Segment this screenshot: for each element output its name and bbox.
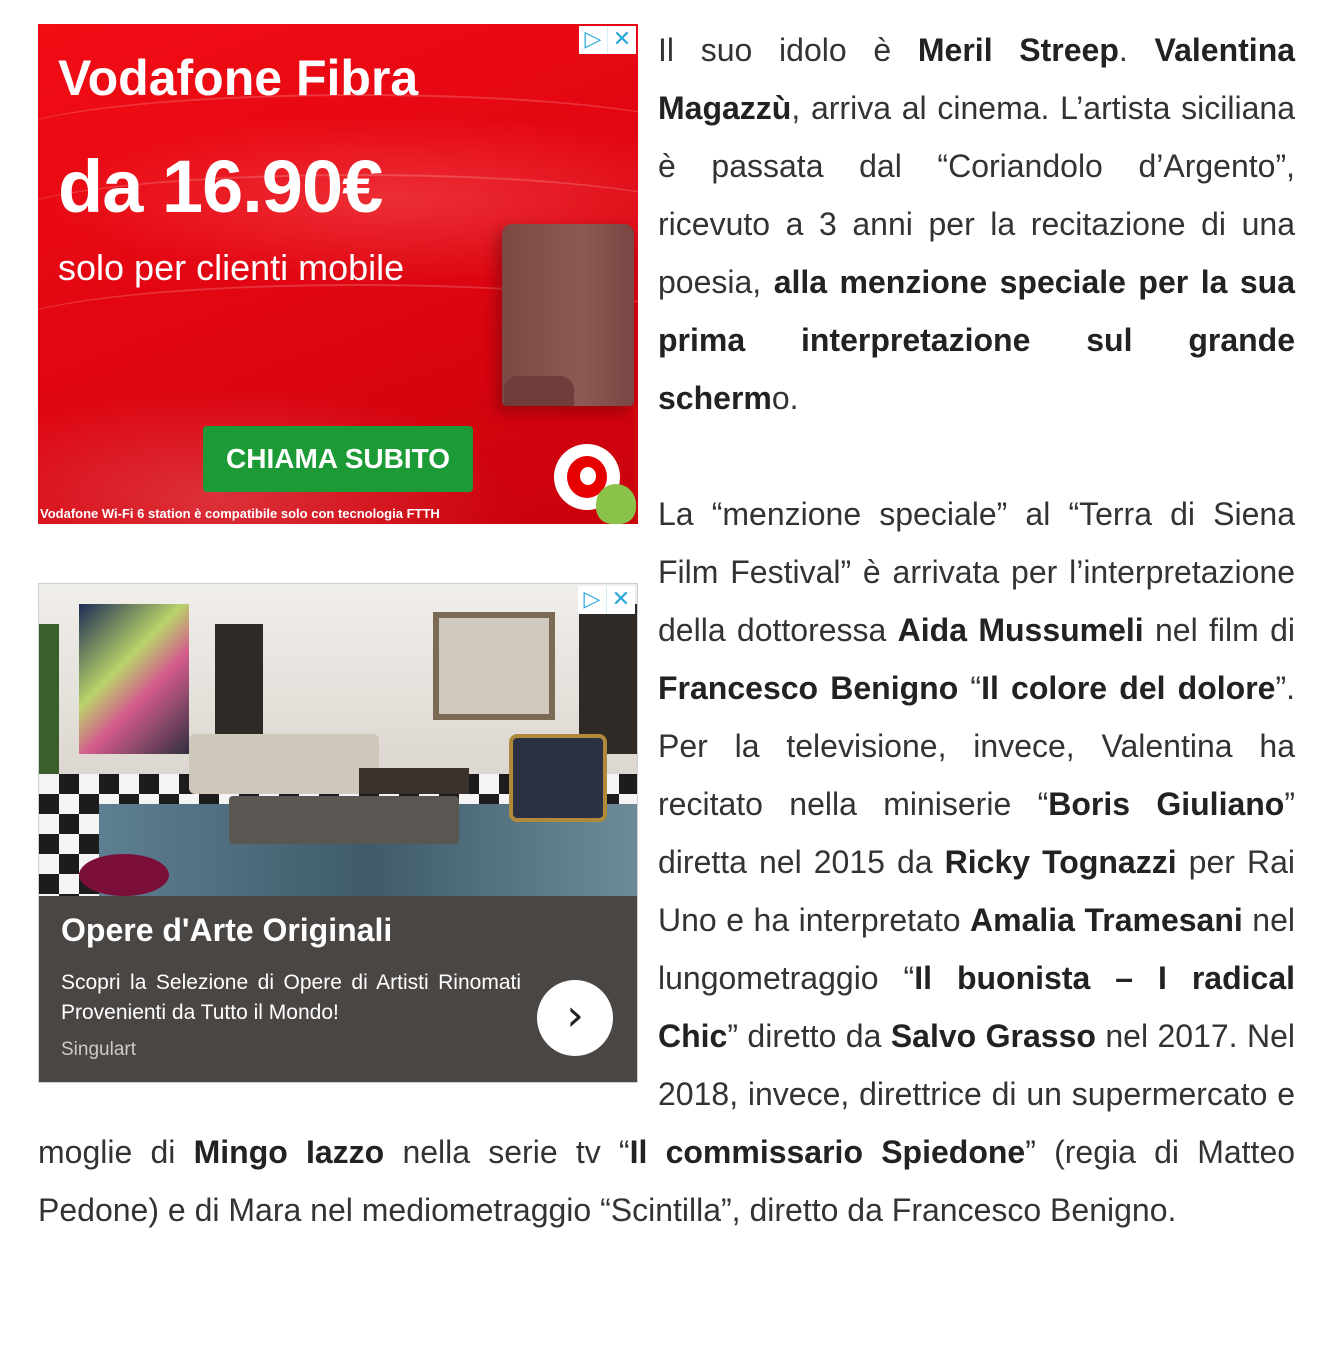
bold-text-run: Il colore del dolore xyxy=(981,670,1276,706)
singulart-ad[interactable] xyxy=(38,583,638,1083)
text-run: nel film di xyxy=(1143,612,1295,648)
ad-advertiser: Singulart xyxy=(61,1039,136,1060)
bold-text-run: Salvo Grasso xyxy=(890,1018,1096,1054)
bold-text-run: Amalia Tramesani xyxy=(970,902,1243,938)
text-run: o. xyxy=(771,380,799,416)
text-run: Il suo idolo è xyxy=(658,32,918,68)
adchoices-icon[interactable]: ▷ xyxy=(583,587,601,612)
close-icon[interactable]: ✕ xyxy=(606,586,635,614)
text-run: ” diretta nel 2015 da xyxy=(658,786,1295,880)
bold-text-run: alla menzione speciale per la sua prima interpretazione sul grande scherm xyxy=(658,264,1296,416)
bold-text-run: Mingo Iazzo xyxy=(193,1134,385,1170)
text-run: ”. Per la televisione, invece, Valentina ha recitato nella miniserie “ xyxy=(658,670,1296,822)
text-run: nel 2017. Nel 2018, invece, direttrice di un supermercato e moglie di xyxy=(38,1018,1296,1170)
ad-subtitle: solo per clienti mobile xyxy=(58,247,405,288)
text-run: “ xyxy=(958,670,982,706)
call-now-button[interactable]: CHIAMA SUBITO xyxy=(203,426,473,492)
ad-disclaimer: Vodafone Wi-Fi 6 station è compatibile solo con tecnologia FTTH xyxy=(40,506,440,521)
text-run: nella serie tv “ xyxy=(384,1134,630,1170)
bold-text-run: Ricky Tognazzi xyxy=(944,844,1177,880)
living-room-photo xyxy=(39,584,637,896)
article-body xyxy=(38,21,1295,1239)
parrot-icon xyxy=(596,484,636,524)
bold-text-run: Francesco Benigno xyxy=(658,670,959,706)
vodafone-ad[interactable] xyxy=(38,24,638,524)
text-run: , arriva al cinema. L’artista siciliana è passata dal “Coriandolo d’Argento”, ricevuto a 3 anni per la recitazione di una poesia, xyxy=(658,90,1295,300)
ad-title: Vodafone Fibra xyxy=(58,50,419,106)
ad-description: Scopri la Selezione di Opere di Artisti Rinomati Provenienti da Tutto il Mondo! xyxy=(61,971,521,1024)
text-run: ” diretto da xyxy=(727,1018,891,1054)
router-stand xyxy=(504,376,574,406)
bold-text-run: Valentina Magazzù xyxy=(658,32,1296,126)
close-icon[interactable]: ✕ xyxy=(607,26,636,54)
adchoices-icon[interactable]: ▷ xyxy=(584,27,602,52)
bold-text-run: Il buonista – I radical Chic xyxy=(658,960,1296,1054)
bold-text-run: Il commissario Spiedone xyxy=(629,1134,1026,1170)
ad-price: da 16.90€ xyxy=(58,145,383,228)
text-run: . xyxy=(1118,32,1155,68)
text-run: per Rai Uno e ha interpretato xyxy=(658,844,1296,938)
ad-title: Opere d'Arte Originali xyxy=(61,912,393,948)
chevron-right-icon[interactable]: › xyxy=(537,980,613,1056)
adchoices-controls[interactable] xyxy=(578,586,635,614)
ads-column xyxy=(38,21,638,1081)
text-run: nel lungometraggio “ xyxy=(658,902,1296,996)
bold-text-run: Meril Streep xyxy=(917,32,1119,68)
text-run: La “menzione speciale” al “Terra di Siena Film Festival” è arrivata per l’interpretazione della dottoressa xyxy=(658,496,1295,648)
adchoices-controls[interactable] xyxy=(579,26,636,54)
bold-text-run: Aida Mussumeli xyxy=(897,612,1144,648)
bold-text-run: Boris Giuliano xyxy=(1048,786,1285,822)
text-run: ” (regia di Matteo Pedone) e di Mara nel mediometraggio “Scintilla”, diretto da Francesco Benigno. xyxy=(38,1134,1296,1228)
